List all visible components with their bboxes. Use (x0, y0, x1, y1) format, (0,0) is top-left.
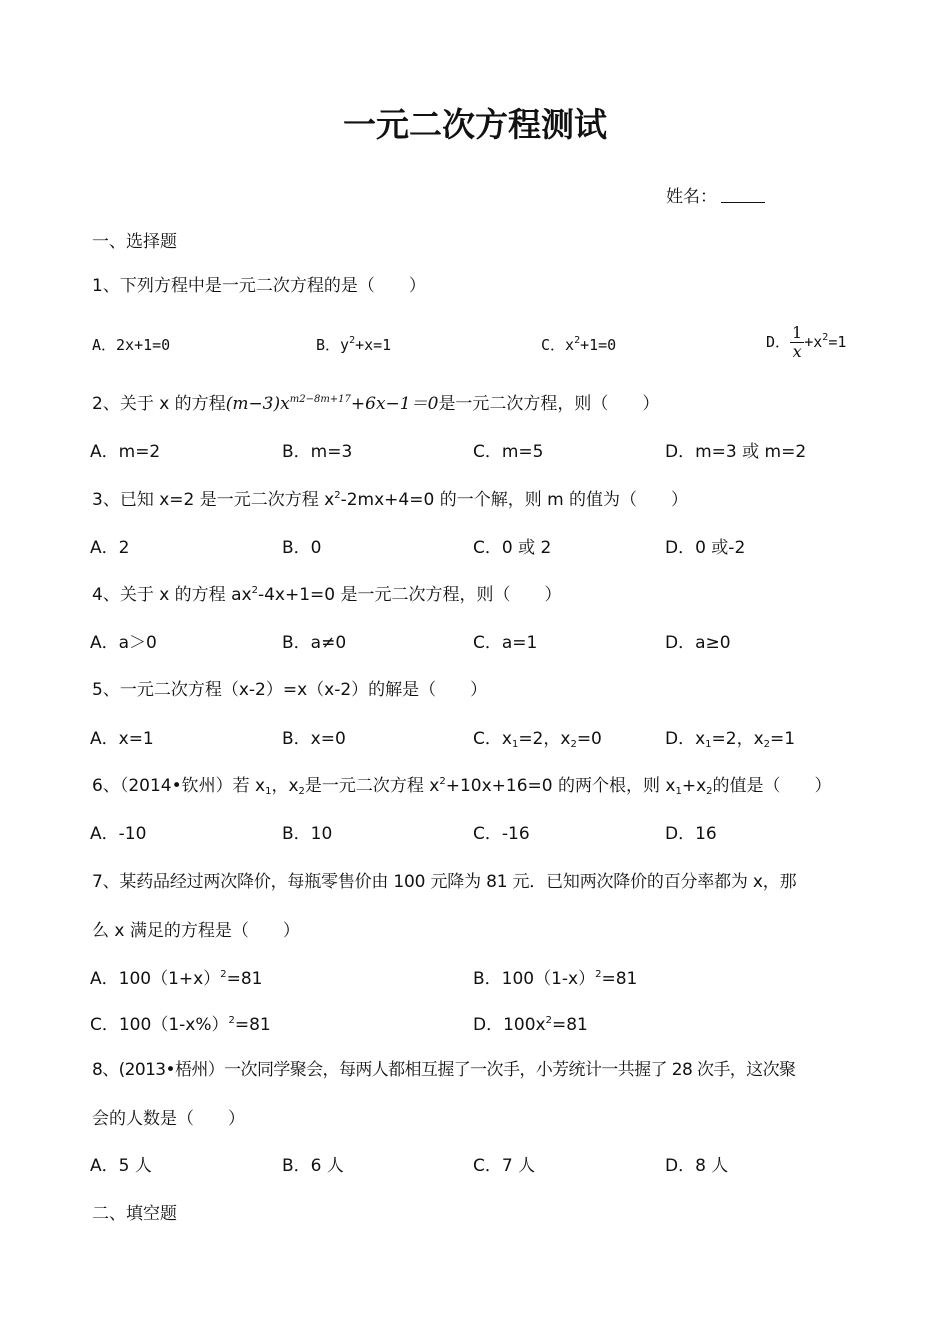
name-label: 姓名： (666, 187, 717, 207)
q2-option-d: D．m=3 或 m=2 (665, 442, 807, 462)
q1-fraction: $\frac{1}{x}$ (792, 323, 803, 361)
q6-option-b: B．10 (282, 824, 333, 844)
q4-option-c: C．a=1 (473, 633, 538, 653)
q8-stem-line1: 8、(2013•梧州）一次同学聚会，每两人都相互握了一次手，小芳统计一共握了 28 次手，这次聚 (92, 1060, 796, 1080)
q1-stem: 1、下列方程中是一元二次方程的是（ ） (92, 276, 426, 296)
q3-option-b: B．0 (282, 538, 322, 558)
page-title: 一元二次方程测试 (343, 105, 607, 144)
q7-option-a: A．$100(1+x)^2=81$ (90, 969, 263, 989)
q6-stem: 6、（2014•钦州）若 $x_1$，$x_2$是一元二次方程 $x^2+10x+16=0$ 的两个根，则 $x_1+x_2$的值是（ ） (92, 776, 832, 797)
q2-formula: $(m-3)x^{m2-8m+17}+6x-1=0$ (225, 394, 439, 414)
section-fill-heading: 二、填空题 (92, 1204, 177, 1224)
q6-option-a: A．-10 (90, 824, 147, 844)
q4-option-a: A．a＞0 (90, 633, 157, 653)
q3-option-c: C．0 或 2 (473, 538, 552, 558)
q5-stem: 5、一元二次方程（x-2）=x（x-2）的解是（ ） (92, 680, 488, 700)
q7-stem-line2: 么 x 满足的方程是（ ） (92, 921, 300, 941)
q5-option-b: B．x=0 (282, 729, 346, 749)
q5-option-c: C．$x_1=2$，$x_2=0$ (473, 729, 602, 750)
q8-option-d: D．8 人 (665, 1156, 729, 1176)
q3-option-d: D．0 或-2 (665, 538, 746, 558)
q3-stem: 3、已知 x=2 是一元二次方程 $x^2-2mx+4=0$ 的一个解，则 m 的值为（ ） (92, 490, 689, 510)
q7-option-d: D．$100x^2=81$ (473, 1015, 588, 1035)
section-choice-heading: 一、选择题 (92, 232, 177, 252)
q4-option-d: D．a≥0 (665, 633, 731, 653)
q1-option-b: B．$y^2+x=1$ (316, 335, 392, 354)
q7-stem-line1: 7、某药品经过两次降价，每瓶零售价由 100 元降为 81 元．已知两次降价的百分率都为 x，那 (92, 872, 797, 892)
q7-option-c: C．$100(1-x\%)^2=81$ (90, 1015, 271, 1035)
q2-option-b: B．m=3 (282, 442, 353, 462)
q8-option-a: A．5 人 (90, 1156, 152, 1176)
q1-option-c: C．$x^2+1=0$ (541, 335, 617, 354)
q5-option-a: A．x=1 (90, 729, 154, 749)
q2-stem: 2、关于 x 的方程$(m-3)x^{m2-8m+17}+6x-1=0$是一元二次方程，则（ ） (92, 394, 660, 414)
q7-option-b: B．$100(1-x)^2=81$ (473, 969, 638, 989)
q8-option-c: C．7 人 (473, 1156, 536, 1176)
q1-option-a: A．2x+1=0 (92, 336, 171, 354)
q1-option-d: D． $\frac{1}{x}$ $+x^2=1$ (766, 323, 847, 361)
q4-stem: 4、关于 x 的方程 $ax^2-4x+1=0$ 是一元二次方程，则（ ） (92, 585, 562, 605)
q2-option-c: C．m=5 (473, 442, 544, 462)
q2-option-a: A．m=2 (90, 442, 161, 462)
q6-option-d: D．16 (665, 824, 717, 844)
q8-stem-line2: 会的人数是（ ） (92, 1109, 245, 1129)
q3-option-a: A．2 (90, 538, 130, 558)
q6-option-c: C．-16 (473, 824, 530, 844)
name-blank[interactable] (721, 188, 765, 203)
q5-option-d: D．$x_1=2$，$x_2=1$ (665, 729, 796, 750)
name-field (666, 188, 765, 206)
q4-option-b: B．a≠0 (282, 633, 347, 653)
q8-option-b: B．6 人 (282, 1156, 344, 1176)
